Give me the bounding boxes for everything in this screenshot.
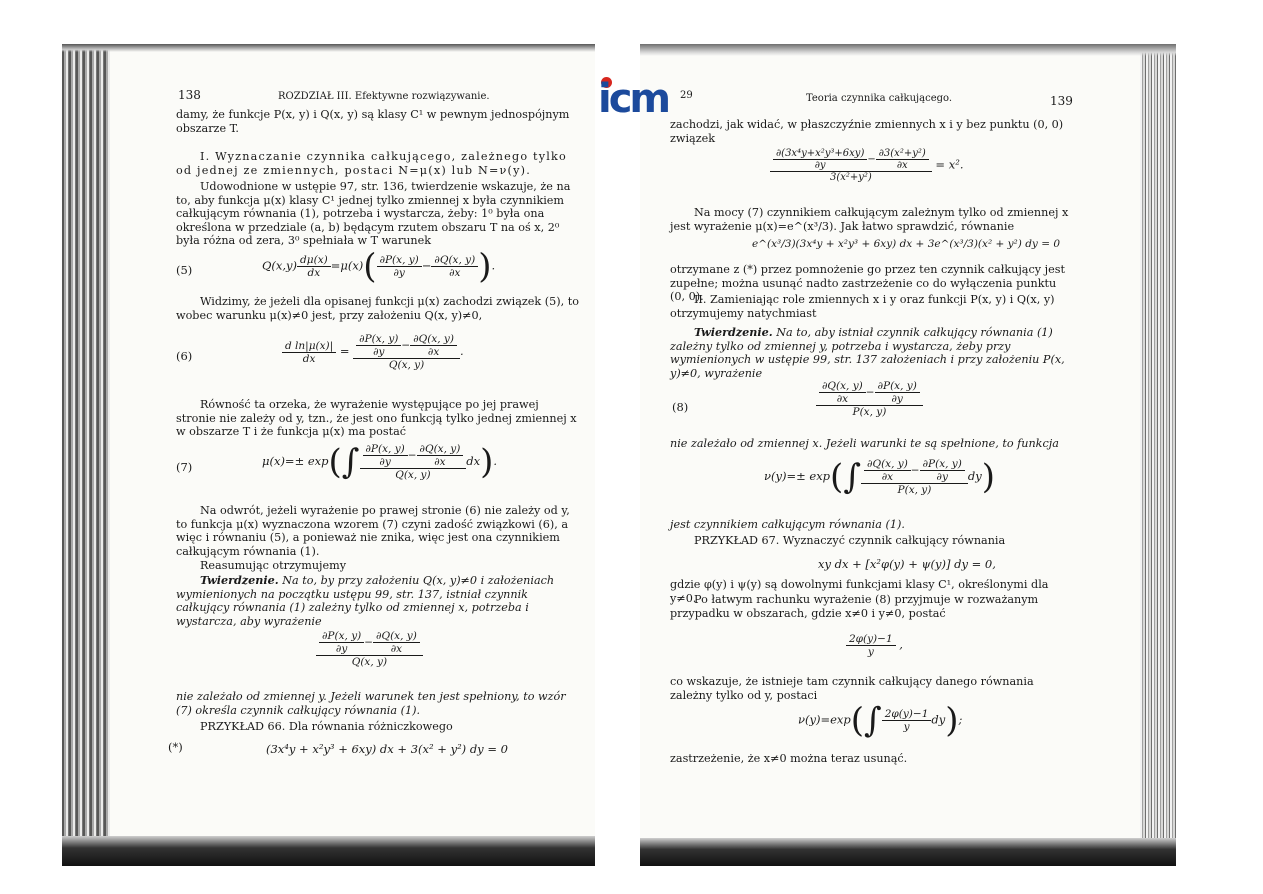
eq8-label: (8) — [672, 400, 689, 414]
left-paragraph-2: Udowodnione w ustępie 97, str. 136, twierdzenie wskazuje, że na to, aby funkcja μ(x) klasy C¹ jednej tylko zmiennej x była czynnikiem całkującym równania (1), potrzeba i wystarcza, żeby: 1⁰ była ona określona w przedziale (a, b) będącym rzutem obszaru T na oś x, 2⁰ była różna od zera, 3⁰ spełniała w T warunek — [176, 180, 571, 248]
equation-e: ν(y)=exp(∫ $\frac{2\varphi(y)-1}{y}$ dy); — [798, 700, 963, 741]
right-bottom-scan-border — [640, 838, 1176, 866]
left-theorem — [176, 574, 580, 628]
right-paragraph-3: otrzymane z (*) przez pomnożenie go przez ten czynnik całkujący jest zupełne; można usunąć nadto zastrzeżenie co do wyłączenia punktu (0, 0). — [670, 263, 1065, 304]
equation-8: $\frac{\partial Q(x, y)}{\partial x}$ − $\frac{\partial P(x, y)}{\partial y}$ P(x, y) — [816, 380, 923, 418]
left-paragraph-1: damy, że funkcje P(x, y) i Q(x, y) są klasy C¹ w pewnym jednospójnym obszarze T. — [176, 108, 570, 135]
right-paragraph-6: jest czynnikiem całkującym równania (1). — [670, 518, 905, 531]
left-top-shadow — [62, 44, 595, 52]
left-theorem-text: Na to, by przy założeniu Q(x, y)≠0 i założeniach wymienionych na początku ustępu 99, str. 137, istniał czynnik całkujący równania (1) zależny tylko od zmiennej x, potrzeba i wystarcza, aby wyrażenie — [176, 574, 555, 628]
equation-5: Q(x,y) $\frac{d\mu(x)}{dx}$ =μ(x)( $\frac{\partial P(x, y)}{\partial y}$ − $\frac{\partial Q(x, y)}{\partial x}$ ). — [262, 246, 496, 287]
right-paragraph-7: gdzie φ(y) i ψ(y) są dowolnymi funkcjami klasy C¹, określonymi dla y≠0. — [670, 578, 1049, 605]
eq6-label: (6) — [176, 349, 193, 363]
left-bottom-scan-border — [62, 836, 595, 866]
right-paragraph-1: zachodzi, jak widać, w płaszczyźnie zmiennych x i y bez punktu (0, 0) związek — [670, 118, 1064, 145]
left-page-stack-edge — [62, 44, 110, 866]
left-paragraph-4: Równość ta orzeka, że wyrażenie występujące po jej prawej stronie nie zależy od y, tzn., że jest ono funkcją tylko jednej zmiennej x w obszarze T i że funkcja μ(x) ma postać — [176, 398, 577, 439]
left-paragraph-6: Reasumując otrzymujemy — [200, 559, 347, 572]
left-page-number: 138 — [178, 88, 201, 102]
right-page-number: 139 — [1050, 94, 1073, 108]
left-theorem-label: Twierdzenie. — [200, 573, 279, 587]
right-paragraph-4: II. Zamieniając role zmiennych x i y oraz funkcji P(x, y) i Q(x, y) otrzymujemy natychmiast — [670, 293, 1055, 320]
right-paragraph-8: Po łatwym rachunku wyrażenie (8) przyjmuje w rozważanym przypadku w obszarach, gdzie x≠0 i y≠0, postać — [670, 593, 1039, 620]
equation-6: $\frac{\text{d ln|μ(x)|}}{dx}$ = $\frac{\partial P(x, y)}{\partial y}$ − $\frac{\partial Q(x, y)}{\partial x}$ Q(x, y) . — [282, 333, 464, 371]
left-theorem-formula: $\frac{\partial P(x, y)}{\partial y}$ − $\frac{\partial Q(x, y)}{\partial x}$ Q(x, y) — [316, 630, 423, 668]
right-page-stack-edge — [1140, 52, 1176, 866]
right-top-shadow — [640, 44, 1176, 56]
eq7-label: (7) — [176, 460, 193, 474]
equation-star: (3x⁴y + x²y³ + 6xy) dx + 3(x² + y²) dy = 0 — [266, 742, 508, 756]
right-paragraph-5: nie zależało od zmiennej x. Jeżeli warunki te są spełnione, to funkcja — [670, 437, 1059, 450]
example-67-heading: PRZYKŁAD 67. Wyznaczyć czynnik całkujący równania — [694, 534, 1006, 547]
equation-c: xy dx + [x²φ(y) + ψ(y)] dy = 0, — [818, 557, 996, 571]
left-running-header: ROZDZIAŁ III. Efektywne rozwiązywanie. — [278, 91, 490, 102]
right-theorem — [670, 326, 1070, 380]
left-theorem-tail: nie zależało od zmiennej y. Jeżeli warunek ten jest spełniony, to wzór (7) określa czynnik całkujący równania (1). — [176, 690, 566, 717]
equation-d: $\frac{2\varphi(y)-1}{y}$ , — [846, 633, 903, 658]
right-theorem-label: Twierdzenie. — [694, 325, 773, 339]
icm-logo — [598, 78, 676, 120]
example-66-heading: PRZYKŁAD 66. Dla równania różniczkowego — [200, 720, 453, 733]
right-paragraph-2: Na mocy (7) czynnikiem całkującym zależnym tylko od zmiennej x jest wyrażenie μ(x)=e^(x³/3). Jak łatwo sprawdzić, równanie — [670, 206, 1069, 233]
right-running-header: Teoria czynnika całkującego. — [806, 93, 953, 104]
equation-nu: ν(y)=± exp(∫ $\frac{\partial Q(x, y)}{\partial x}$ − $\frac{\partial P(x, y)}{\partial y}$ P(x, y) dy) — [764, 457, 995, 497]
right-theorem-text: Na to, aby istniał czynnik całkujący równania (1) zależny tylko od zmiennej y, potrzeba i wystarcza, żeby przy wymienionych w ustępie 99, str. 137 założeniach i przy założeniu P(x, y)≠0, wyrażenie — [670, 326, 1065, 380]
left-paragraph-3: Widzimy, że jeżeli dla opisanej funkcji μ(x) zachodzi związek (5), to wobec warunku μ(x)≠0 jest, przy założeniu Q(x, y)≠0, — [176, 295, 579, 322]
right-header-number: 29 — [680, 90, 693, 101]
logo-text: icm — [598, 76, 669, 122]
left-section-title: I. Wyznaczanie czynnika całkującego, zależnego tylko od jednej ze zmiennych, postaci N=μ(x) lub N=ν(y). — [176, 150, 567, 177]
right-paragraph-10: zastrzeżenie, że x≠0 można teraz usunąć. — [670, 752, 908, 765]
right-paragraph-9: co wskazuje, że istnieje tam czynnik całkujący danego równania zależny tylko od y, postaci — [670, 675, 1034, 702]
equation-a: $\frac{\text{∂(3x⁴y+x²y³+6xy)}}{\partial y}$ − $\frac{\text{∂3(x²+y²)}}{\partial x}$ 3(x²+y²) = x². — [770, 148, 963, 183]
left-paragraph-5: Na odwrót, jeżeli wyrażenie po prawej stronie (6) nie zależy od y, to funkcja μ(x) wyznaczona wzorem (7) czyni zadość związkowi (6), a więc i równaniu (5), a ponieważ nie znika, więc jest ona czynnikiem całkującym równania (1). — [176, 504, 570, 558]
equation-b: e^(x³/3)(3x⁴y + x²y³ + 6xy) dx + 3e^(x³/3)(x² + y²) dy = 0 — [752, 238, 1061, 250]
eq-star-label: (*) — [168, 740, 183, 754]
eq5-label: (5) — [176, 263, 193, 277]
equation-7: μ(x)=± exp(∫ $\frac{\partial P(x, y)}{\partial y}$ − $\frac{\partial Q(x, y)}{\partial x}$ Q(x, y) dx). — [262, 442, 498, 482]
